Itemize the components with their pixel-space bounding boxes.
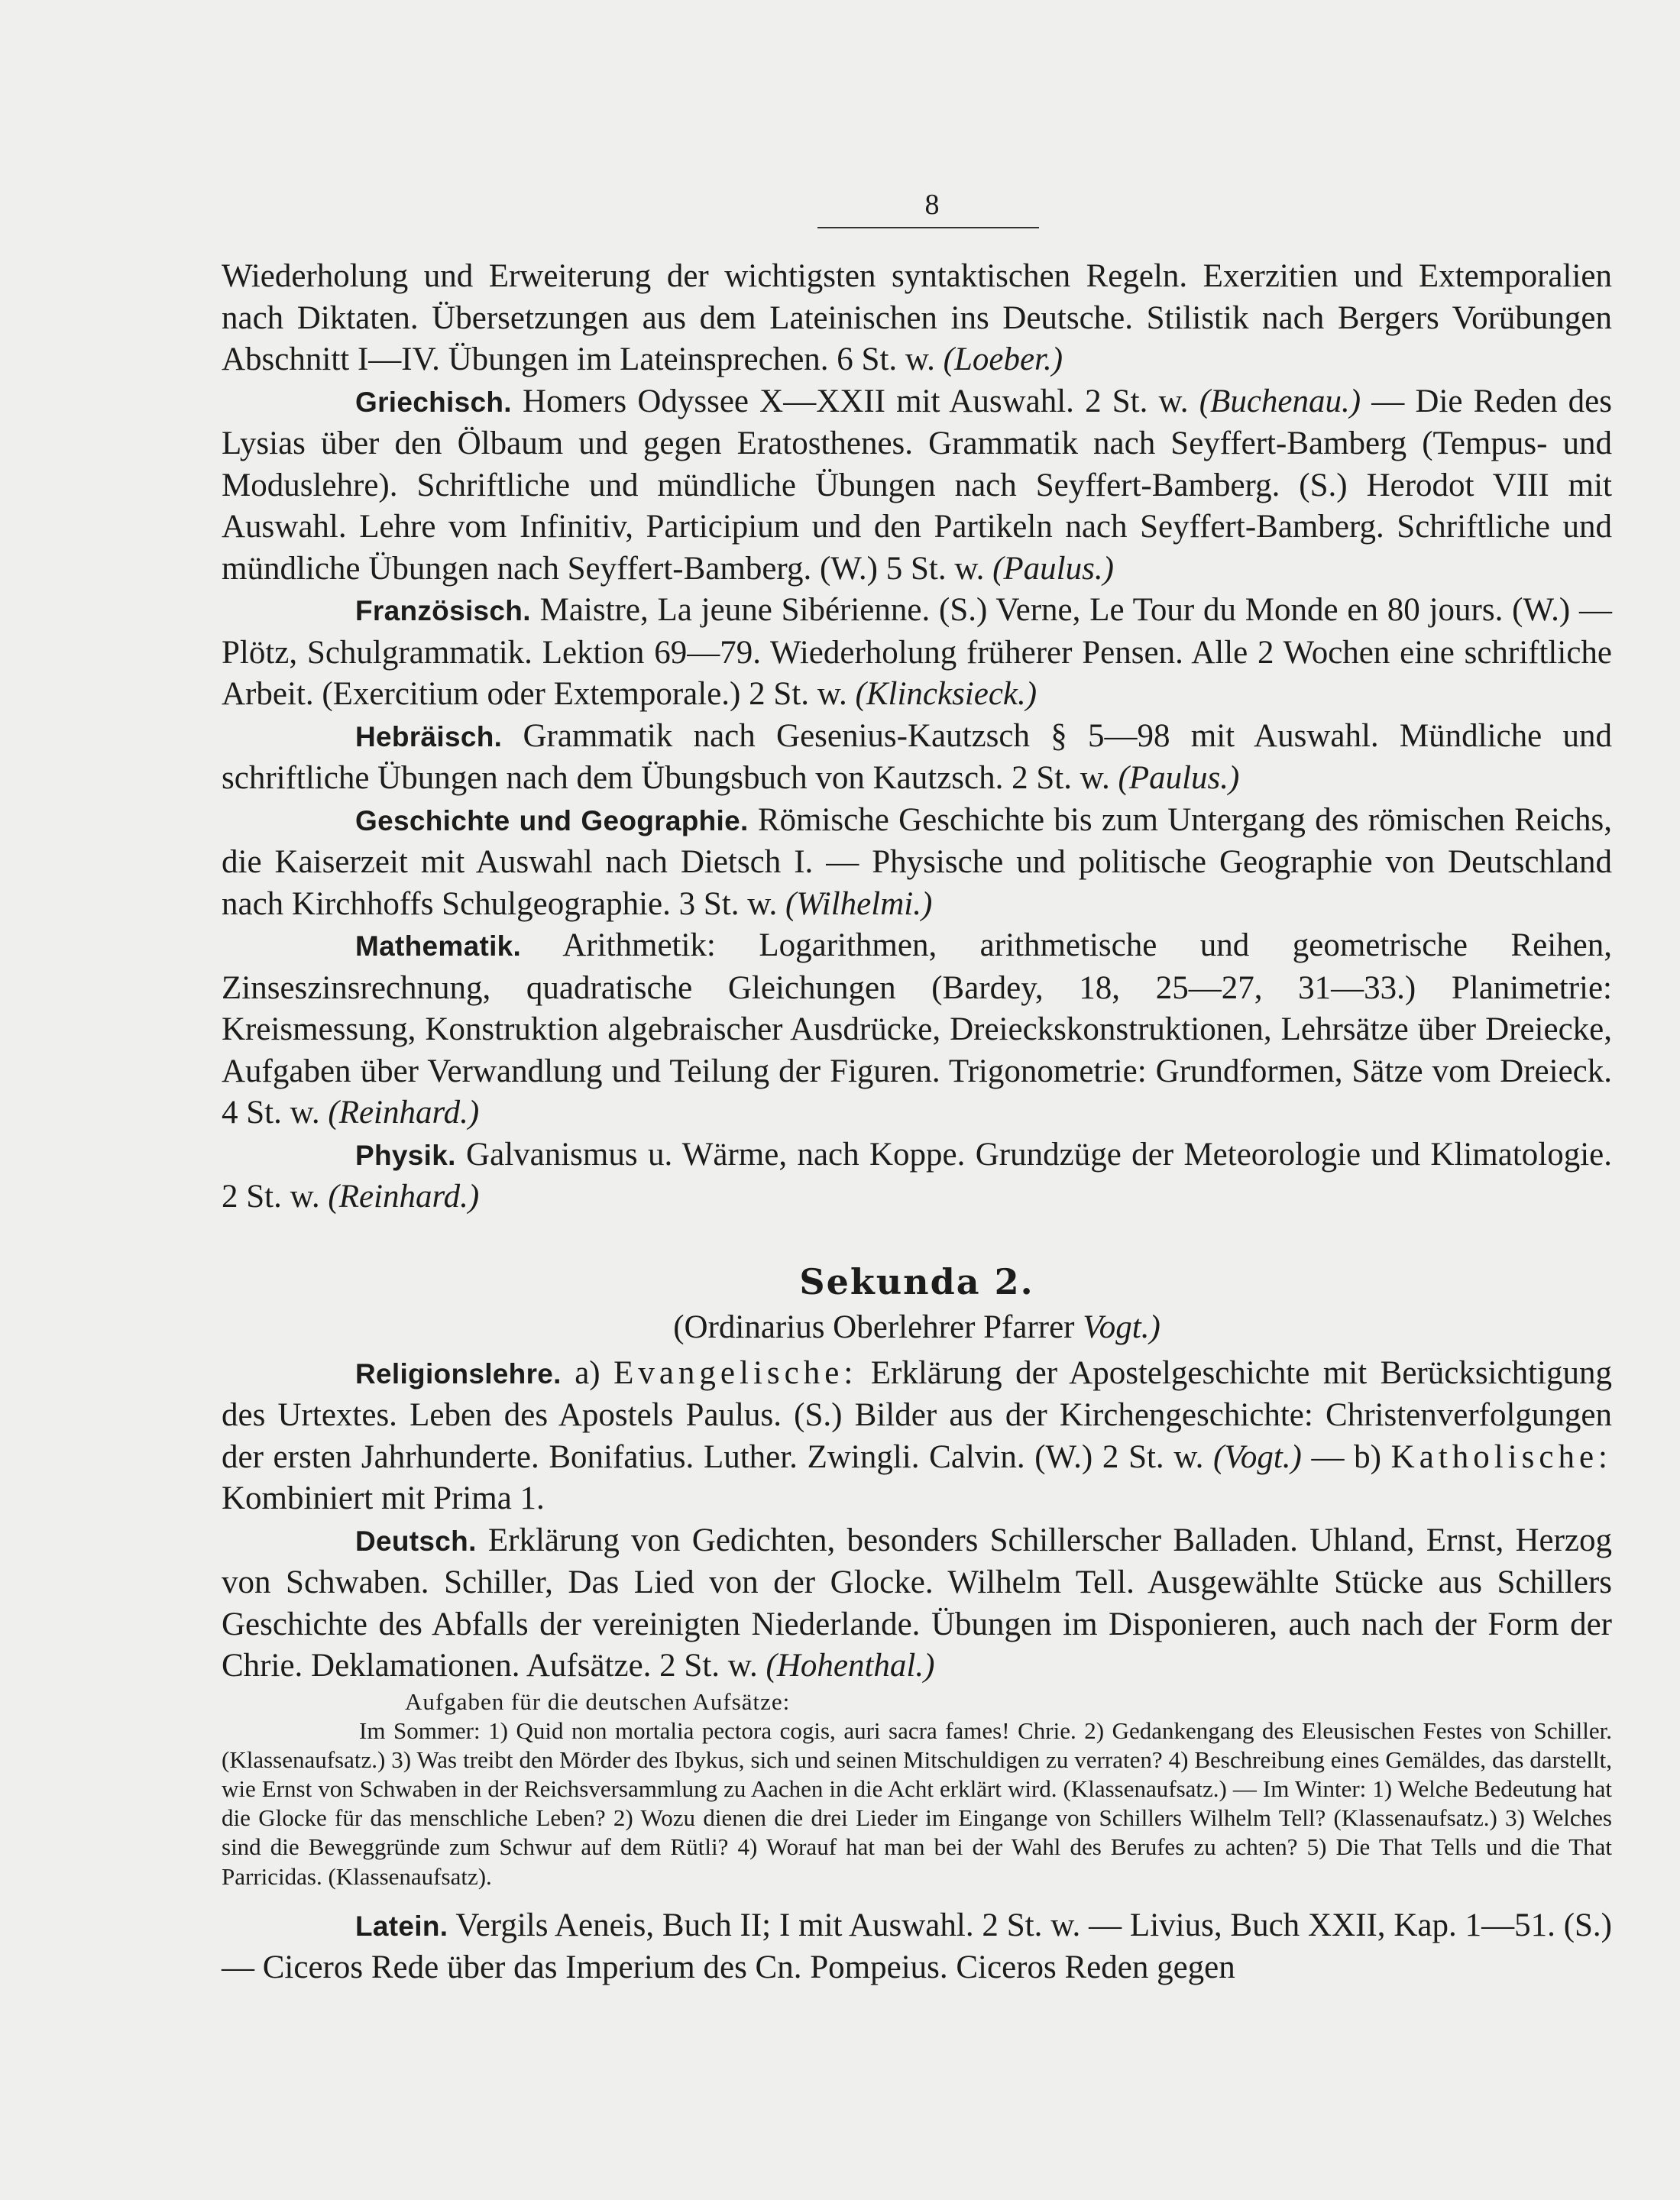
subject-heading: Mathematik.	[355, 930, 522, 962]
subject-franzoesisch: Französisch. Maistre, La jeune Sibérienne. (S.) Verne, Le Tour du Monde en 80 jours. (W.) — Plötz, Schulgrammatik. Lektion 69—79. Wiederholung früherer Pensen. Alle 2 Wochen eine schriftliche Arbeit. (Exercitium oder Extemporale.) 2 St. w. (Klincksieck.)	[222, 592, 1612, 712]
header-rule	[817, 227, 1039, 228]
subject-geschichte: Geschichte und Geographie. Römische Geschichte bis zum Untergang des römischen Reichs, die Kaiserzeit mit Auswahl nach Dietsch I. — Physische und politische Geographie von Deutschland nach Kirchhoffs Schulgeographie. 3 St. w. (Wilhelmi.)	[222, 801, 1612, 922]
subject-deutsch: Deutsch. Erklärung von Gedichten, besonders Schillerscher Balladen. Uhland, Ernst, Herzog von Schwaben. Schiller, Das Lied von der Glocke. Wilhelm Tell. Ausgewählte Stücke aus Schillers Geschichte des Abfalls der vereinigten Niederlande. Übungen im Disponieren, auch nach der Form der Chrie. Deklamationen. Aufsätze. 2 St. w. (Hohenthal.)	[222, 1522, 1612, 1684]
teacher-name: (Vogt.)	[1213, 1438, 1302, 1475]
subject-heading: Deutsch.	[355, 1525, 477, 1557]
subject-heading: Physik.	[355, 1139, 456, 1171]
subject-hebraeisch: Hebräisch. Grammatik nach Gesenius-Kautzsch § 5—98 mit Auswahl. Mündliche und schriftliche Übungen nach dem Übungsbuch von Kautzsch. 2 St. w. (Paulus.)	[222, 717, 1612, 796]
subject-physik: Physik. Galvanismus u. Wärme, nach Koppe. Grundzüge der Meteorologie und Klimatologie. 2 St. w. (Reinhard.)	[222, 1136, 1612, 1215]
teacher-name: (Loeber.)	[943, 341, 1063, 377]
page-content	[222, 256, 1612, 1989]
section-title: Sekunda 2.	[799, 1260, 1034, 1302]
teacher-name: Vogt.)	[1083, 1309, 1160, 1345]
teacher-name: (Buchenau.)	[1199, 383, 1361, 419]
section-subtitle: (Ordinarius Oberlehrer Pfarrer Vogt.)	[673, 1309, 1160, 1345]
teacher-name: (Reinhard.)	[328, 1095, 480, 1131]
subject-heading: Religionslehre.	[355, 1357, 562, 1390]
subject-mathematik: Mathematik. Arithmetik: Logarithmen, arithmetische und geometrische Reihen, Zinseszinsrechnung, quadratische Gleichungen (Bardey, 18, 25—27, 31—33.) Planimetrie: Kreismessung, Konstruktion algebraischer Ausdrücke, Dreieckskonstruktionen, Lehrsätze über Dreiecke, Aufgaben über Verwandlung und Teilung der Figuren. Trigonometrie: Grundformen, Sätze vom Dreieck. 4 St. w. (Reinhard.)	[222, 927, 1612, 1131]
teacher-name: (Hohenthal.)	[766, 1648, 935, 1684]
subject-heading: Griechisch.	[355, 386, 512, 418]
teacher-name: (Reinhard.)	[328, 1179, 480, 1215]
subject-religionslehre: Religionslehre. a) Evangelische: Erklärung der Apostelgeschichte mit Berücksichtigung des Urtextes. Leben des Apostels Paulus. (S.) Bilder aus der Kirchengeschichte: Christenverfolgungen der ersten Jahrhunderte. Bonifatius. Luther. Zwingli. Calvin. (W.) 2 St. w. (Vogt.) — b) Katholische: Kombiniert mit Prima 1.	[222, 1354, 1612, 1516]
essay-topics-title: Aufgaben für die deutschen Aufsätze:	[405, 1687, 791, 1715]
teacher-name: (Klincksieck.)	[855, 676, 1037, 712]
teacher-name: (Paulus.)	[992, 550, 1114, 587]
subject-griechisch: Griechisch. Homers Odyssee X—XXII mit Auswahl. 2 St. w. (Buchenau.) — Die Reden des Lysias über den Ölbaum und gegen Eratosthenes. Grammatik nach Seyffert-Bamberg (Tempus- und Moduslehre). Schriftliche und mündliche Übungen nach Seyffert-Bamberg. (S.) Herodot VIII mit Auswahl. Lehre vom Infinitiv, Participium und den Partikeln nach Seyffert-Bamberg. Schriftliche und mündliche Übungen nach Seyffert-Bamberg. (W.) 5 St. w. (Paulus.)	[222, 383, 1613, 587]
subject-heading: Französisch.	[355, 595, 531, 626]
subject-heading: Geschichte und Geographie.	[355, 804, 749, 836]
page-number: 8	[924, 189, 940, 221]
essay-topics-text: Im Sommer: 1) Quid non mortalia pectora cogis, auri sacra fames! Chrie. 2) Gedankengang des Eleusischen Festes von Schiller. (Klassenaufsatz.) 3) Was treibt den Mörder des Ibykus, sich und seinen Mitschuldigen zu verraten? 4) Beschreibung eines Gemäldes, das darstellt, wie Ernst von Schwaben in der Reichsversammlung zu Aachen in die Acht erklärt wird. (Klassenaufsatz.) — Im Winter: 1) Welche Bedeutung hat die Glocke für das menschliche Leben? 2) Wozu dienen die drei Lieder im Eingange von Schillers Wilhelm Tell? (Klassenaufsatz.) 3) Welches sind die Beweggründe zum Schwur auf dem Rütli? 4) Worauf hat man bei der Wahl des Berufes zu achten? 5) Die That Tells und die That Parricidas. (Klassenaufsatz).	[222, 1716, 1612, 1890]
subject-heading: Latein.	[355, 1910, 448, 1942]
continuation-text: Wiederholung und Erweiterung der wichtigsten syntaktischen Regeln. Exerzitien und Extemporalien nach Diktaten. Übersetzungen aus dem Lateinischen ins Deutsche. Stilistik nach Bergers Vorübungen Abschnitt I—IV. Übungen im Lateinsprechen. 6 St. w.	[222, 258, 1612, 377]
subject-heading: Hebräisch.	[355, 720, 503, 752]
subject-latein: Latein. Vergils Aeneis, Buch II; I mit Auswahl. 2 St. w. — Livius, Buch XXII, Kap. 1—51. (S.) — Ciceros Rede über das Imperium des Cn. Pompeius. Ciceros Reden gegen	[222, 1907, 1612, 1986]
teacher-name: (Paulus.)	[1118, 760, 1240, 796]
teacher-name: (Wilhelmi.)	[785, 885, 933, 922]
latin-continuation-paragraph	[222, 256, 1612, 381]
